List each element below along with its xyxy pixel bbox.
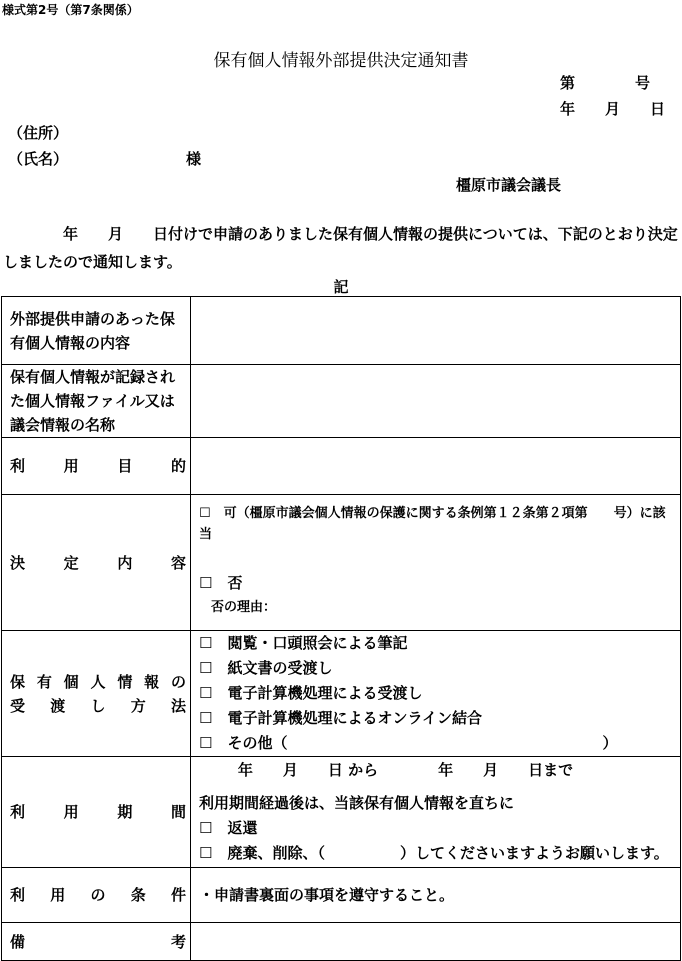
label-file-name: 保有個人情報が記録された個人情報ファイル又は議会情報の名称 bbox=[2, 365, 191, 438]
value-remarks[interactable] bbox=[191, 923, 681, 961]
conditions-text: ・申請書裏面の事項を遵守すること。 bbox=[199, 885, 455, 904]
label-decision: 決 定 内 容 bbox=[2, 495, 191, 631]
decision-table bbox=[1, 296, 681, 961]
ki-marker: 記 bbox=[333, 278, 349, 296]
option-online[interactable]: ☐ 電子計算機処理によるオンライン結合 bbox=[199, 709, 482, 727]
document-title: 保有個人情報外部提供決定通知書 bbox=[213, 51, 469, 71]
period-range[interactable]: 年 月 日 から 年 月 日まで bbox=[237, 761, 574, 779]
row-remarks bbox=[2, 923, 681, 961]
option-reject[interactable]: ☐ 否 bbox=[199, 574, 243, 592]
value-decision bbox=[191, 495, 681, 631]
document-number: 第 号 bbox=[560, 74, 651, 92]
honorific: 様 bbox=[186, 150, 202, 168]
value-delivery-method bbox=[191, 631, 681, 757]
form-number: 様式第2号（第7条関係） bbox=[2, 3, 139, 17]
label-conditions: 利 用 の 条 件 bbox=[2, 868, 191, 923]
notice-body: 年 月 日付けで申請のありました保有個人情報の提供については、下記のとおり決定しましたので通知します。 bbox=[3, 225, 678, 271]
option-other[interactable]: ☐ その他（ ） bbox=[199, 734, 618, 752]
option-reading[interactable]: ☐ 閲覧・口頭照会による筆記 bbox=[199, 634, 408, 652]
row-usage-period bbox=[2, 757, 681, 868]
row-delivery-method bbox=[2, 631, 681, 757]
row-decision bbox=[2, 495, 681, 631]
value-conditions bbox=[191, 868, 681, 923]
value-purpose[interactable] bbox=[191, 438, 681, 495]
value-file-name[interactable] bbox=[191, 365, 681, 438]
option-electronic[interactable]: ☐ 電子計算機処理による受渡し bbox=[199, 684, 423, 702]
value-usage-period bbox=[191, 757, 681, 868]
label-delivery-method: 保 有 個 人 情 報 の 受 渡 し 方 法 bbox=[2, 631, 191, 757]
option-return[interactable]: ☐ 返還 bbox=[199, 819, 258, 837]
name-label: （氏名） bbox=[8, 150, 69, 168]
option-paper[interactable]: ☐ 紙文書の受渡し bbox=[199, 659, 333, 677]
address-label: （住所） bbox=[8, 124, 69, 142]
period-after-text: 利用期間経過後は、当該保有個人情報を直ちに bbox=[199, 794, 515, 812]
label-usage-period: 利 用 期 間 bbox=[2, 757, 191, 868]
value-requested-content[interactable] bbox=[191, 297, 681, 365]
option-approve[interactable]: ☐ 可（橿原市議会個人情報の保護に関する条例第１２条第２項第 号）に該当 bbox=[199, 506, 666, 542]
row-conditions bbox=[2, 868, 681, 923]
sender-name: 橿原市議会議長 bbox=[456, 176, 562, 194]
row-requested-content bbox=[2, 297, 681, 365]
label-remarks: 備 考 bbox=[2, 923, 191, 961]
reject-reason-label: 否の理由： bbox=[211, 600, 277, 615]
row-purpose bbox=[2, 438, 681, 495]
document-date: 年 月 日 bbox=[560, 100, 666, 118]
option-dispose[interactable]: ☐ 廃棄、削除、（ ）してくださいますようお願いします。 bbox=[199, 844, 669, 862]
row-file-name bbox=[2, 365, 681, 438]
label-requested-content: 外部提供申請のあった保有個人情報の内容 bbox=[2, 297, 191, 365]
label-purpose: 利 用 目 的 bbox=[2, 438, 191, 495]
